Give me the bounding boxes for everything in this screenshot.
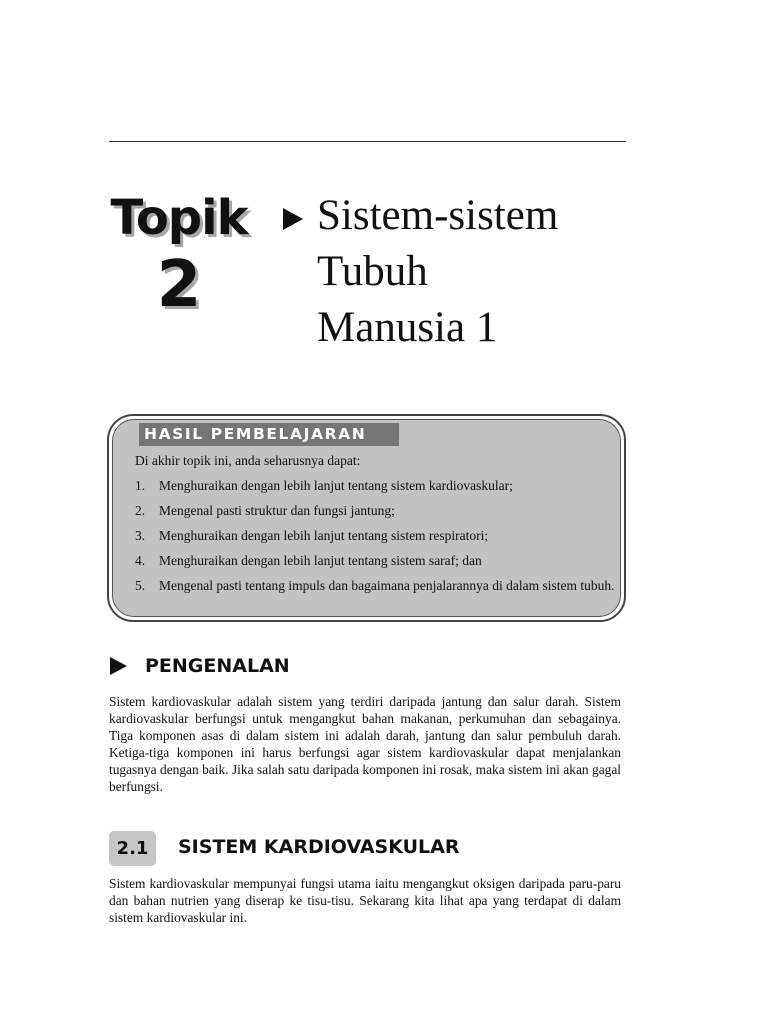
section-number-badge: 2.1 [109,831,156,866]
outcome-text: Menghuraikan dengan lebih lanjut tentang sistem saraf; dan [159,553,482,568]
outcome-item [135,553,615,569]
section-arrow-icon [110,657,127,675]
outcome-number: 3. [135,528,146,543]
top-rule [109,141,626,142]
outcome-item [135,503,615,519]
title-line-1: Sistem-sistem [317,192,559,239]
outcome-item [135,578,615,594]
title-line-2: Tubuh [317,248,428,295]
learning-outcomes-list [135,478,615,603]
learning-outcomes-intro: Di akhir topik ini, anda seharusnya dapat: [135,453,361,468]
outcome-text: Menghuraikan dengan lebih lanjut tentang sistem kardiovaskular; [159,478,513,493]
outcome-number: 5. [135,578,146,593]
topic-word: Topik [110,190,248,246]
learning-outcomes-panel [112,419,621,617]
outcome-text: Mengenal pasti struktur dan fungsi jantung; [159,503,395,518]
learning-outcomes-heading: HASIL PEMBELAJARAN [139,423,399,446]
outcome-text: Menghuraikan dengan lebih lanjut tentang sistem respiratori; [159,528,489,543]
outcome-text: Mengenal pasti tentang impuls dan bagaimana penjalarannya di dalam sistem tubuh. [159,578,615,593]
outcome-item [135,528,615,544]
learning-outcomes-box [107,414,626,622]
topic-number: 2 [156,248,202,322]
intro-heading: PENGENALAN [145,655,290,677]
outcome-number: 2. [135,503,146,518]
page-title [317,188,637,356]
topic-label [108,186,250,320]
outcome-number: 1. [135,478,146,493]
section-paragraph: Sistem kardiovaskular mempunyai fungsi utama iaitu mengangkut oksigen daripada paru-paru dan bahan nutrien yang diserap ke tisu-tisu. Sekarang kita lihat apa yang terdapat di dalam sistem kardiovaskular ini. [109,876,621,925]
outcome-item [135,478,615,494]
title-arrow-icon [283,208,303,230]
title-line-3: Manusia 1 [317,304,498,351]
section-heading: SISTEM KARDIOVASKULAR [178,836,460,858]
intro-paragraph: Sistem kardiovaskular adalah sistem yang terdiri daripada jantung dan salur darah. Sistem kardiovaskular berfungsi untuk mengangkut bahan makanan, perkumuhan dan sebagainya. Tiga komponen asas di dalam sistem ini adalah darah, jantung dan salur pembuluh darah. Ketiga-tiga komponen ini harus berfungsi agar sistem kardiovaskular dapat menjalankan tugasnya dengan baik. Jika salah satu daripada komponen ini rosak, maka sistem ini akan gagal berfungsi. [109,694,621,794]
outcome-number: 4. [135,553,146,568]
